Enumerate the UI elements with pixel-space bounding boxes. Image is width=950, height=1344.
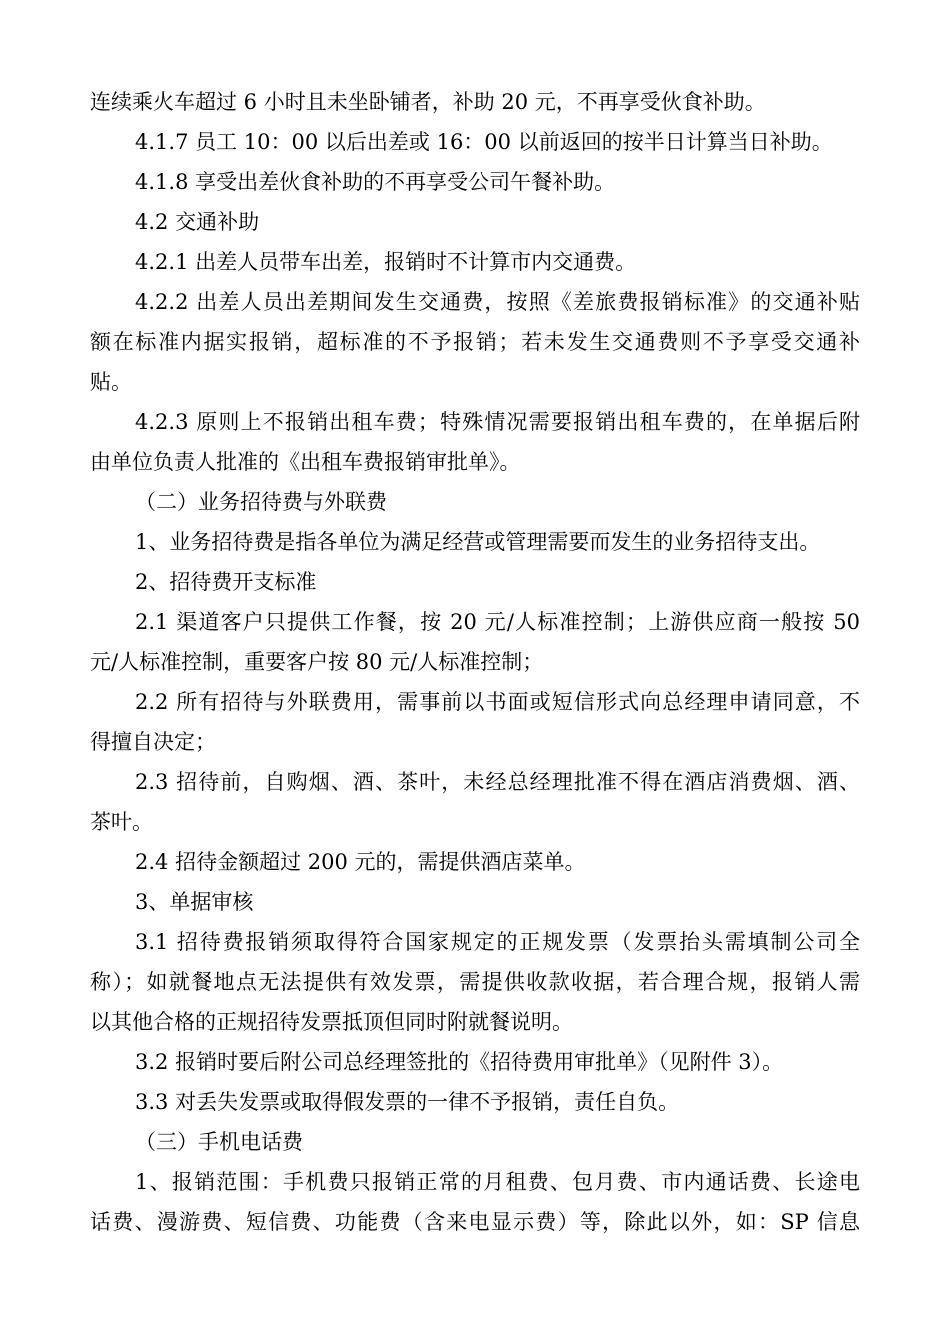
text-line: 茶叶。 — [90, 810, 153, 834]
text-line: 4.2 交通补助 — [135, 210, 260, 234]
text-line: 2、招待费开支标准 — [135, 570, 317, 594]
text-line: 4.1.8 享受出差伙食补助的不再享受公司午餐补助。 — [135, 170, 616, 194]
text-line: 2.1 渠道客户只提供工作餐，按 20 元/人标准控制；上游供应商一般按 50 — [135, 610, 860, 634]
text-line: 4.2.3 原则上不报销出租车费；特殊情况需要报销出租车费的，在单据后附 — [135, 410, 860, 434]
text-line: 3.1 招待费报销须取得符合国家规定的正规发票（发票抬头需填制公司全 — [135, 930, 860, 954]
text-line: 由单位负责人批准的《出租车费报销审批单》。 — [90, 450, 521, 474]
text-line: 贴。 — [90, 370, 132, 394]
text-line: 4.2.2 出差人员出差期间发生交通费，按照《差旅费报销标准》的交通补贴 — [135, 290, 860, 314]
text-line: 1、报销范围：手机费只报销正常的月租费、包月费、市内通话费、长途电 — [135, 1170, 860, 1194]
text-line: 连续乘火车超过 6 小时且未坐卧铺者，补助 20 元，不再享受伙食补助。 — [90, 90, 766, 114]
text-line: 以其他合格的正规招待发票抵顶但同时附就餐说明。 — [90, 1010, 573, 1034]
text-line: 元/人标准控制，重要客户按 80 元/人标准控制； — [90, 650, 544, 674]
text-line: （二）业务招待费与外联费 — [135, 490, 387, 514]
text-line: 得擅自决定； — [90, 730, 216, 754]
text-line: 3.2 报销时要后附公司总经理签批的《招待费用审批单》（见附件 3）。 — [135, 1050, 784, 1074]
text-line: 2.3 招待前，自购烟、酒、茶叶，未经总经理批准不得在酒店消费烟、酒、 — [135, 770, 860, 794]
text-line: 2.4 招待金额超过 200 元的，需提供酒店菜单。 — [135, 850, 586, 874]
text-line: 1、业务招待费是指各单位为满足经营或管理需要而发生的业务招待支出。 — [135, 530, 821, 554]
text-line: 3、单据审核 — [135, 890, 254, 914]
text-line: 3.3 对丢失发票或取得假发票的一律不予报销，责任自负。 — [135, 1090, 680, 1114]
text-line: 额在标准内据实报销，超标准的不予报销；若未发生交通费则不予享受交通补 — [90, 330, 860, 354]
text-line: （三）手机电话费 — [135, 1130, 303, 1154]
text-line: 4.1.7 员工 10：00 以后出差或 16：00 以前返回的按半日计算当日补助。 — [135, 130, 833, 154]
text-line: 2.2 所有招待与外联费用，需事前以书面或短信形式向总经理申请同意，不 — [135, 690, 860, 714]
text-line: 话费、漫游费、短信费、功能费（含来电显示费）等，除此以外，如：SP 信息 — [90, 1210, 860, 1234]
text-line: 4.2.1 出差人员带车出差，报销时不计算市内交通费。 — [135, 250, 637, 274]
text-line: 称）；如就餐地点无法提供有效发票，需提供收款收据，若合理合规，报销人需 — [90, 970, 860, 994]
